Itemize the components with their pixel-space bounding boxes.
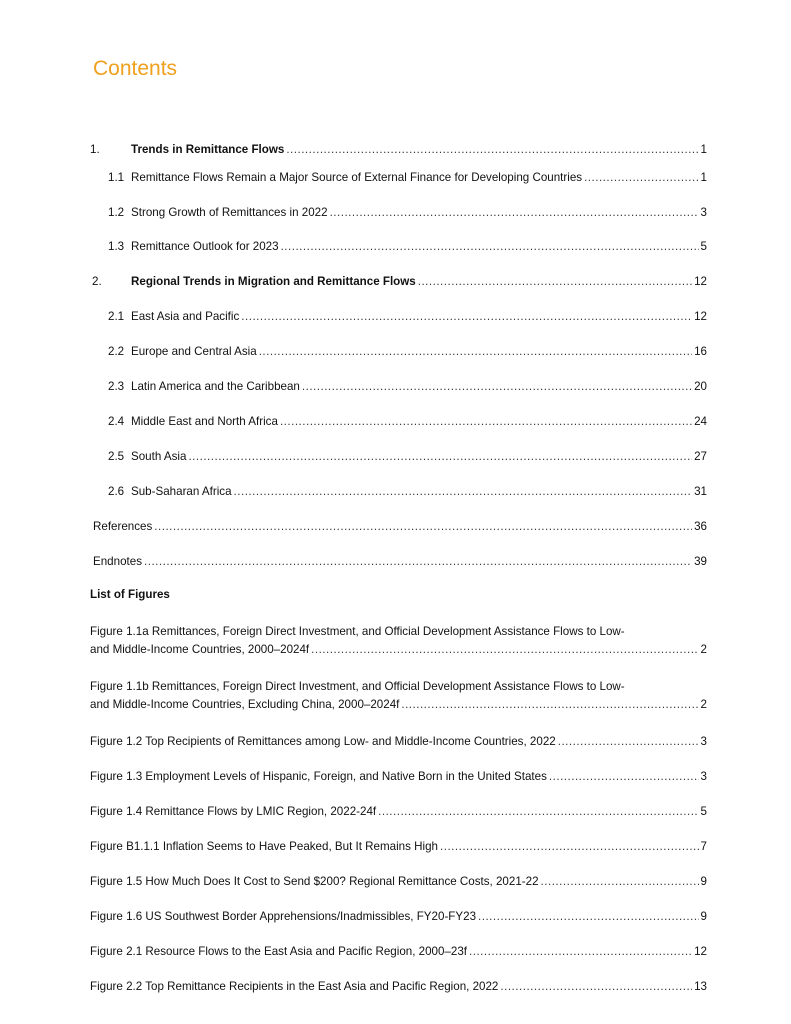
toc-entry-section-2-5[interactable] [108, 449, 707, 465]
toc-page-number: 12 [694, 945, 707, 958]
toc-entry-label: Figure 1.2 Top Recipients of Remittances among Low- and Middle-Income Countries, 2022 [90, 735, 556, 748]
toc-entry-references[interactable] [93, 519, 707, 535]
section-number: 2.6 [108, 485, 125, 498]
dot-leader [418, 274, 692, 290]
dot-leader [469, 944, 692, 960]
toc-entry-section-2-4[interactable] [108, 414, 707, 430]
dot-leader [558, 734, 699, 750]
toc-entry-label: Endnotes [93, 555, 142, 568]
toc-page-number: 13 [694, 980, 707, 993]
figure-entry-line1[interactable]: Figure 1.1a Remittances, Foreign Direct Investment, and Official Development Assistance Flows to Low- [90, 625, 625, 638]
toc-page-number: 27 [694, 450, 707, 463]
figure-entry-1-1a[interactable] [90, 642, 707, 658]
figure-entry-1-1b[interactable] [90, 697, 707, 713]
section-number: 1. [90, 143, 100, 156]
dot-leader [330, 205, 699, 221]
toc-entry-label: Remittance Outlook for 2023 [131, 240, 279, 253]
toc-page-number: 1 [700, 171, 707, 184]
toc-entry-label: Latin America and the Caribbean [131, 380, 300, 393]
toc-entry-label: Figure 2.2 Top Remittance Recipients in the East Asia and Pacific Region, 2022 [90, 980, 499, 993]
toc-page-number: 5 [700, 805, 707, 818]
section-number: 2. [92, 275, 102, 288]
section-number: 1.3 [108, 240, 125, 253]
toc-page-number: 12 [694, 275, 707, 288]
section-number: 2.1 [108, 310, 125, 323]
toc-page-number: 1 [700, 143, 707, 156]
toc-entry-label: South Asia [131, 450, 187, 463]
toc-page-number: 24 [694, 415, 707, 428]
dot-leader [500, 979, 692, 995]
toc-entry-section-2-1[interactable] [108, 309, 707, 325]
toc-page-number: 39 [694, 555, 707, 568]
figure-entry-line1[interactable]: Figure 1.1b Remittances, Foreign Direct Investment, and Official Development Assistance Flows to Low- [90, 680, 625, 693]
dot-leader [549, 769, 699, 785]
dot-leader [401, 697, 698, 713]
page-title: Contents [93, 57, 178, 80]
dot-leader [478, 909, 699, 925]
toc-entry-label: Figure 1.3 Employment Levels of Hispanic, Foreign, and Native Born in the United States [90, 770, 547, 783]
toc-entry-section-2-3[interactable] [108, 379, 707, 395]
section-number: 1.1 [108, 171, 125, 184]
dot-leader [188, 449, 692, 465]
toc-entry-label: and Middle-Income Countries, Excluding China, 2000–2024f [90, 698, 400, 711]
toc-entry-section-1-2[interactable] [108, 205, 707, 221]
dot-leader [286, 142, 698, 158]
section-number: 1.2 [108, 206, 125, 219]
toc-entry-label: Figure 1.4 Remittance Flows by LMIC Region, 2022-24f [90, 805, 377, 818]
section-number: 2.4 [108, 415, 125, 428]
toc-entry-label: Figure B1.1.1 Inflation Seems to Have Peaked, But It Remains High [90, 840, 438, 853]
toc-page-number: 9 [700, 910, 707, 923]
toc-page-number: 12 [694, 310, 707, 323]
toc-entry-label: Trends in Remittance Flows [131, 143, 285, 156]
toc-entry-endnotes[interactable] [93, 554, 707, 570]
toc-entry-label: Figure 1.6 US Southwest Border Apprehensions/Inadmissibles, FY20-FY23 [90, 910, 477, 923]
dot-leader [541, 874, 699, 890]
toc-page-number: 3 [700, 770, 707, 783]
toc-page-number: 2 [700, 698, 707, 711]
dot-leader [259, 344, 692, 360]
toc-entry-section-1-3[interactable] [108, 239, 707, 255]
dot-leader [378, 804, 698, 820]
figure-entry-1-4[interactable] [90, 804, 707, 820]
toc-entry-section-1[interactable] [90, 142, 707, 158]
dot-leader [281, 239, 699, 255]
toc-page-number: 3 [700, 735, 707, 748]
dot-leader [234, 484, 693, 500]
toc-entry-label: Regional Trends in Migration and Remittance Flows [131, 275, 416, 288]
toc-page-number: 31 [694, 485, 707, 498]
dot-leader [302, 379, 692, 395]
dot-leader [280, 414, 692, 430]
figure-entry-b1-1-1[interactable] [90, 839, 707, 855]
figure-entry-2-1[interactable] [90, 944, 707, 960]
section-number: 2.5 [108, 450, 125, 463]
toc-entry-label: and Middle-Income Countries, 2000–2024f [90, 643, 310, 656]
figure-entry-1-3[interactable] [90, 769, 707, 785]
toc-entry-label: References [93, 520, 153, 533]
toc-entry-label: Middle East and North Africa [131, 415, 278, 428]
toc-entry-label: Remittance Flows Remain a Major Source of External Finance for Developing Countries [131, 171, 583, 184]
toc-entry-section-2-2[interactable] [108, 344, 707, 360]
figure-entry-1-2[interactable] [90, 734, 707, 750]
toc-entry-section-2[interactable] [92, 274, 707, 290]
figure-entry-1-5[interactable] [90, 874, 707, 890]
dot-leader [584, 170, 698, 186]
toc-page-number: 9 [700, 875, 707, 888]
section-number: 2.2 [108, 345, 125, 358]
toc-page-number: 3 [700, 206, 707, 219]
dot-leader [154, 519, 692, 535]
figure-entry-1-6[interactable] [90, 909, 707, 925]
figure-entry-2-2[interactable] [90, 979, 707, 995]
dot-leader [241, 309, 692, 325]
list-of-figures-heading: List of Figures [90, 588, 170, 601]
toc-entry-section-1-1[interactable] [108, 170, 707, 186]
toc-entry-section-2-6[interactable] [108, 484, 707, 500]
section-number: 2.3 [108, 380, 125, 393]
toc-entry-label: Sub-Saharan Africa [131, 485, 232, 498]
toc-entry-label: Strong Growth of Remittances in 2022 [131, 206, 328, 219]
dot-leader [311, 642, 698, 658]
toc-page-number: 20 [694, 380, 707, 393]
toc-entry-label: Figure 2.1 Resource Flows to the East Asia and Pacific Region, 2000–23f [90, 945, 468, 958]
toc-page-number: 7 [700, 840, 707, 853]
dot-leader [440, 839, 699, 855]
toc-page-number: 16 [694, 345, 707, 358]
toc-entry-label: Europe and Central Asia [131, 345, 257, 358]
dot-leader [144, 554, 692, 570]
toc-page-number: 5 [700, 240, 707, 253]
toc-page-number: 36 [694, 520, 707, 533]
toc-page-number: 2 [700, 643, 707, 656]
toc-entry-label: East Asia and Pacific [131, 310, 240, 323]
toc-entry-label: Figure 1.5 How Much Does It Cost to Send $200? Regional Remittance Costs, 2021-22 [90, 875, 539, 888]
